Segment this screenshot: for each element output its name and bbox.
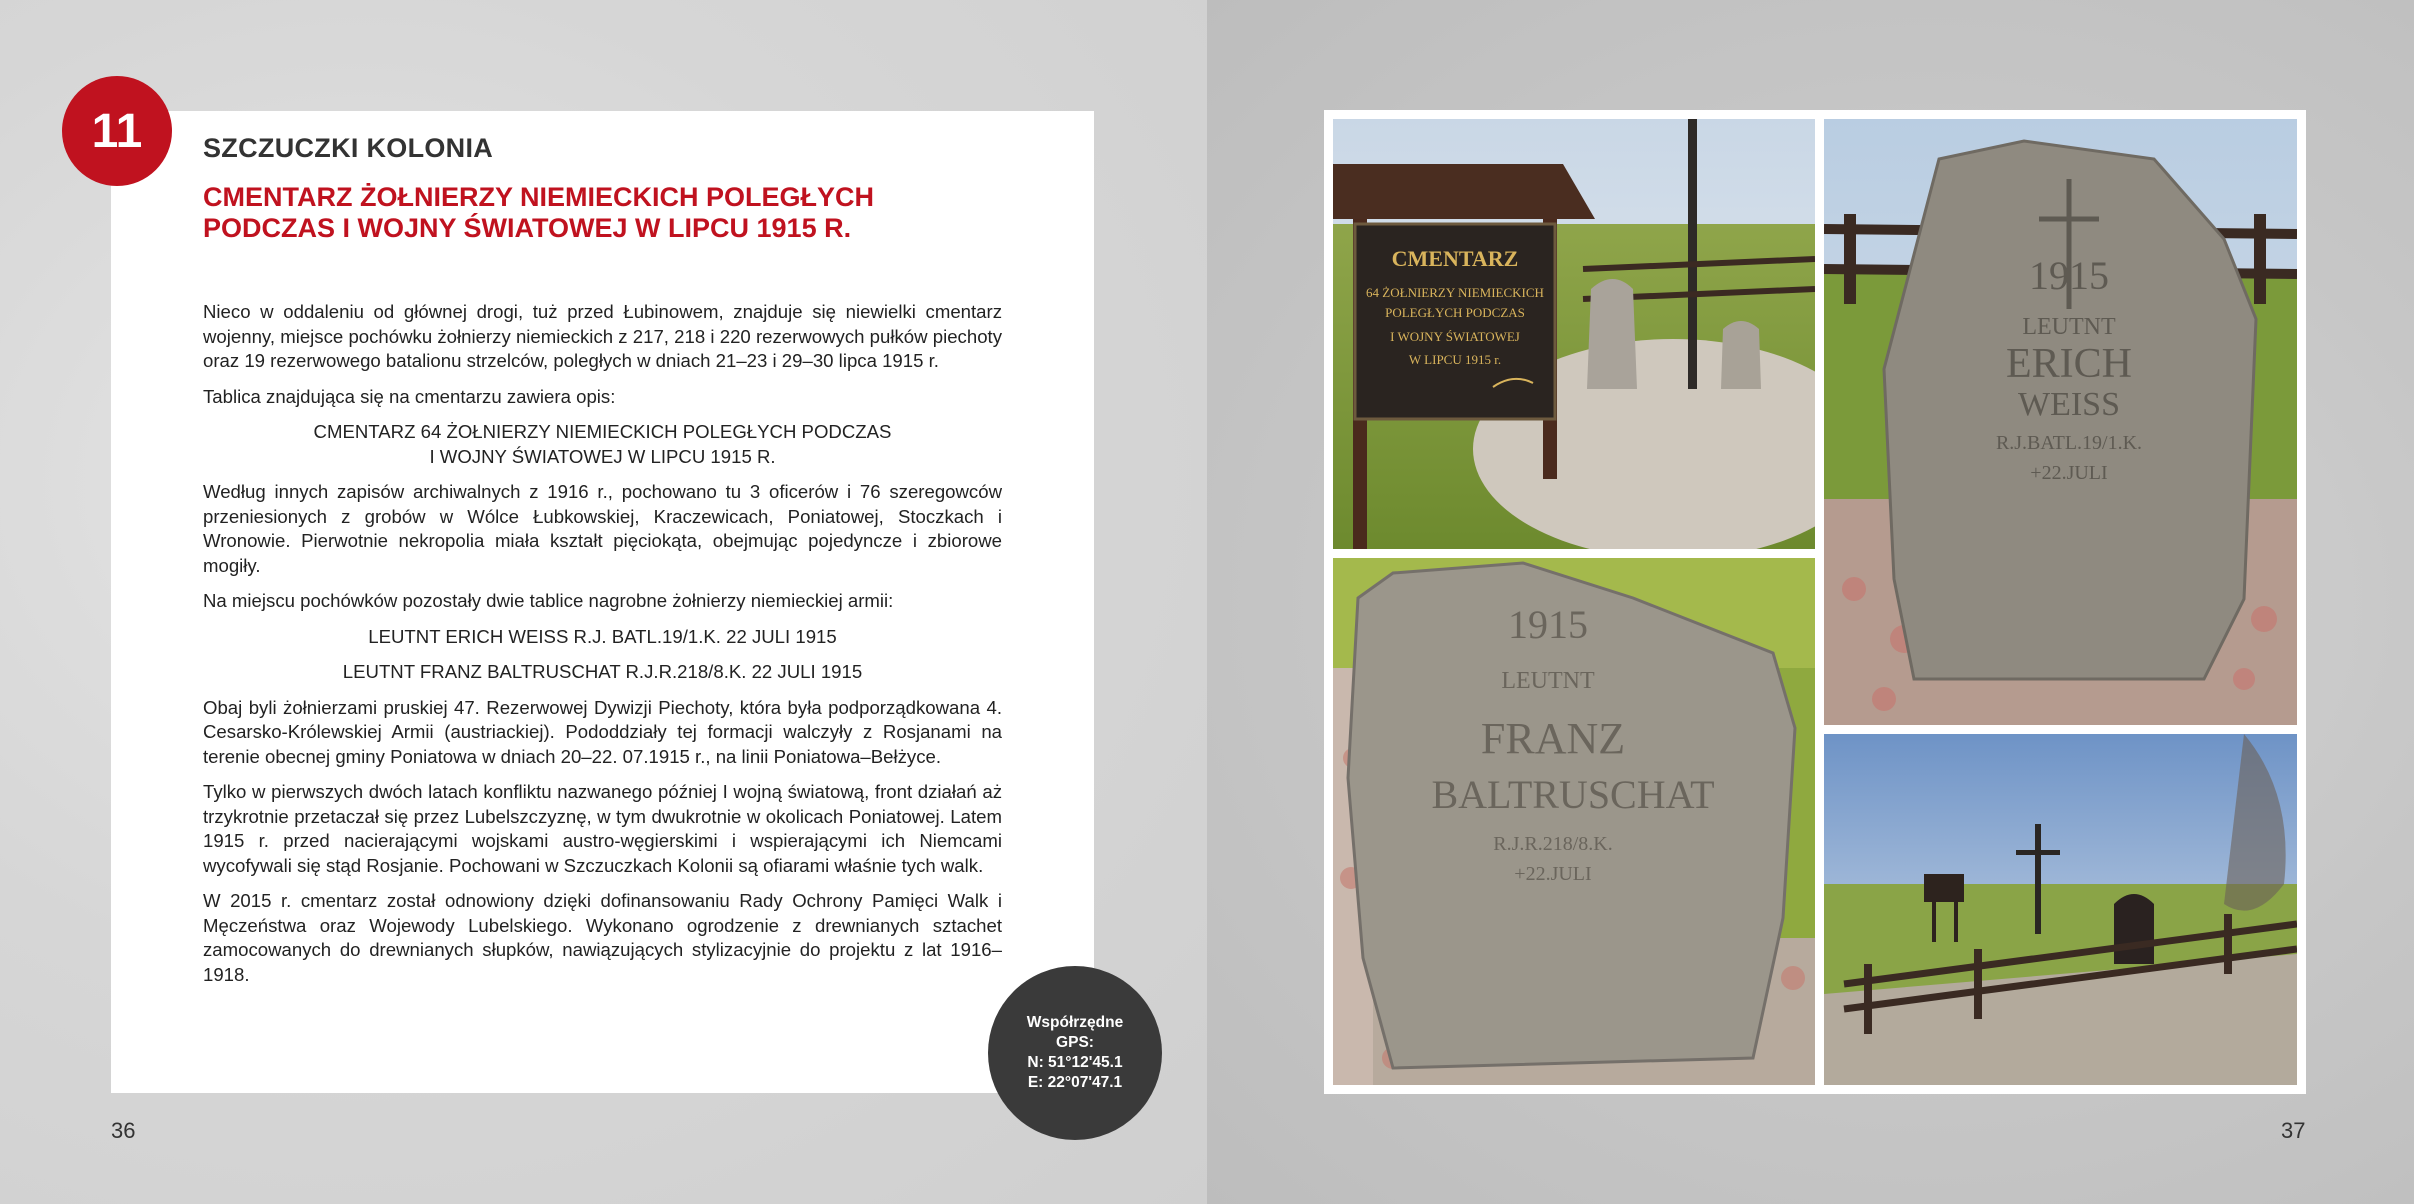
place-name: SZCZUCZKI KOLONIA bbox=[203, 133, 494, 163]
stone2-date: +22.JULI bbox=[1514, 863, 1592, 885]
article-body bbox=[203, 300, 1002, 998]
stone2-rank: LEUTNT bbox=[1501, 668, 1595, 694]
stone1-rank: LEUTNT bbox=[2022, 314, 2116, 340]
title-line-2: PODCZAS I WOJNY ŚWIATOWEJ W LIPCU 1915 R. bbox=[203, 213, 852, 243]
gps-label-2: GPS: bbox=[1056, 1034, 1094, 1051]
page-number-right: 37 bbox=[2281, 1118, 2306, 1143]
stone2-firstname: FRANZ bbox=[1480, 714, 1626, 763]
stone1-surname: WEISS bbox=[2018, 386, 2120, 423]
inscription-line-1: CMENTARZ 64 ŻOŁNIERZY NIEMIECKICH POLEGŁYCH PODCZAS bbox=[313, 421, 892, 442]
gps-label-1: Współrzędne bbox=[1026, 1014, 1124, 1031]
page-number-left: 36 bbox=[111, 1118, 136, 1143]
grave-inscription-2: LEUTNT FRANZ BALTRUSCHAT R.J.R.218/8.K. 22 JULI 1915 bbox=[342, 661, 863, 682]
stone1-date: +22.JULI bbox=[2030, 462, 2108, 484]
photo-gravestone-baltruschat bbox=[1333, 558, 1815, 1085]
sign-line-4: W LIPCU 1915 r. bbox=[1408, 352, 1502, 367]
gps-north: N: 51°12'45.1 bbox=[1027, 1054, 1123, 1071]
page-title bbox=[203, 182, 963, 244]
photo-cemetery-sign bbox=[1333, 119, 1815, 549]
sign-line-2: POLEGŁYCH PODCZAS bbox=[1385, 305, 1525, 320]
stone1-firstname: ERICH bbox=[2006, 341, 2132, 387]
sign-line-3: I WOJNY ŚWIATOWEJ bbox=[1390, 329, 1520, 344]
chapter-number-badge: 11 bbox=[62, 76, 172, 186]
photo-cemetery-overview bbox=[1824, 734, 2297, 1085]
paragraph-front: Tylko w pierwszych dwóch latach konfliktu nazwanego później I wojną światową, front działań aż trzykrotnie przetaczał się przez Lubelszczyznę, w tym dwukrotnie w okolicach Poniatowej. Latem 1915 r. przed nacierającymi wojskami austro-węgierskimi i wspierającymi ich Niemcami wycofywali się stąd Rosjanie. Pochowani w Szczuczkach Kolonii są ofiarami właśnie tych walk. bbox=[203, 781, 1002, 876]
photo-gravestone-weiss bbox=[1824, 119, 2297, 725]
plaque-inscription bbox=[203, 420, 1002, 469]
inscription-line-2: I WOJNY ŚWIATOWEJ W LIPCU 1915 R. bbox=[429, 445, 776, 467]
paragraph-renovation: W 2015 r. cmentarz został odnowiony dzięki dofinansowaniu Rady Ochrony Pamięci Walk i Męczeństwa oraz Wojewody Lubelskiego. Wykonano ogrodzenie z drewnianych sztachet zamocowanych do drewnianych słupków, nawiązujących stylizacyjnie do projektu z lat 1916–1918. bbox=[203, 890, 1002, 985]
paragraph-intro: Nieco w oddaleniu od głównej drogi, tuż przed Łubinowem, znajduje się niewielki cmentarz wojenny, miejsce pochówku żołnierzy niemieckich z 217, 218 i 220 rezerwowych pułków piechoty oraz 19 rezerwowego batalionu strzelców, poległych w dniach 21–23 i 29–30 lipca 1915 r. bbox=[203, 301, 1002, 371]
grave-inscription-1: LEUTNT ERICH WEISS R.J. BATL.19/1.K. 22 JULI 1915 bbox=[368, 625, 837, 647]
sign-heading: CMENTARZ bbox=[1391, 246, 1519, 271]
stone1-unit: R.J.BATL.19/1.K. bbox=[1995, 432, 2143, 454]
stone2-year: 1915 bbox=[1508, 602, 1588, 647]
stone2-surname: BALTRUSCHAT bbox=[1431, 772, 1715, 817]
gps-east: E: 22°07'47.1 bbox=[1027, 1074, 1123, 1091]
stone2-unit: R.J.R.218/8.K. bbox=[1493, 833, 1613, 855]
stone1-year: 1915 bbox=[2029, 253, 2109, 298]
paragraph-plaque: Tablica znajdująca się na cmentarzu zawiera opis: bbox=[203, 385, 616, 407]
gps-badge bbox=[988, 966, 1162, 1140]
sign-line-1: 64 ŻOŁNIERZY NIEMIECKICH bbox=[1366, 285, 1544, 300]
paragraph-gravestones: Na miejscu pochówków pozostały dwie tablice nagrobne żołnierzy niemieckiej armii: bbox=[203, 590, 894, 611]
paragraph-division: Obaj byli żołnierzami pruskiej 47. Rezerwowej Dywizji Piechoty, która była podporządkowana 4. Cesarsko-Królewskiej Armii (austriackiej). Pododdziały tej formacji walczyły z Rosjanami na terenie obecnej gminy Poniatowa w dniach 20–22. 07.1915 r., na linii Poniatowa–Bełżyce. bbox=[203, 696, 1002, 767]
paragraph-archives: Według innych zapisów archiwalnych z 1916 r., pochowano tu 3 oficerów i 76 szeregowców przeniesionych z grobów w Wólce Łubkowskiej, Kraczewicach, Poniatowej, Stoczkach i Wronowie. Pierwotnie nekropolia miała kształt pięciokąta, obejmując pojedyncze i zbiorowe mogiły. bbox=[203, 481, 1002, 576]
title-line-1: CMENTARZ ŻOŁNIERZY NIEMIECKICH POLEGŁYCH bbox=[203, 182, 875, 212]
